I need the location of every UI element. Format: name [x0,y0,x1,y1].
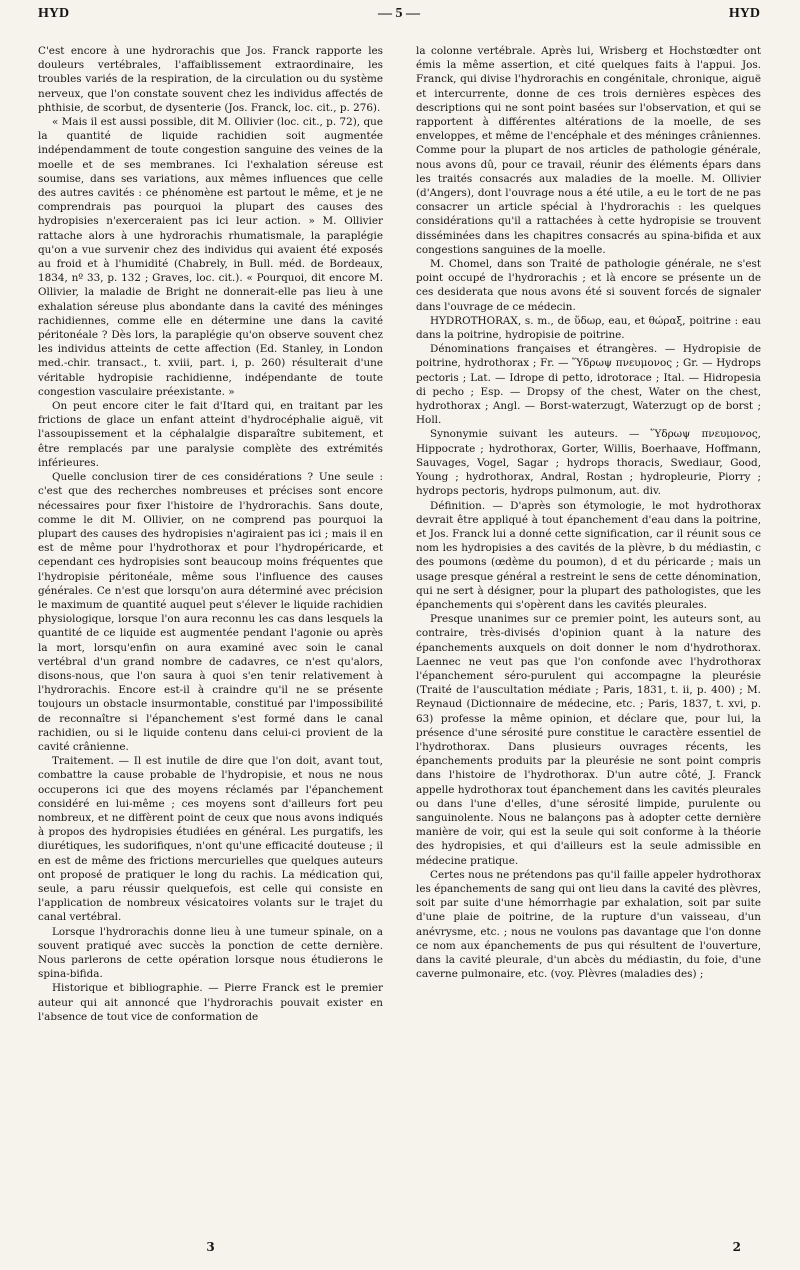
left-column [38,44,383,1256]
running-head-right: HYD [728,6,760,21]
page-number: — 5 — [378,6,420,21]
section-traitement: Traitement. — Il est inutile de dire que l'on doit, avant tout, combattre la cause probable de l'hydropisie, et nous ne nous occuperons ici que des moyens réclamés par l'épanchement considéré en lui-même ; ces moyens sont d'ailleurs fort peu nombreux, et ne diffèrent point de ceux que nous avons indiqués à propos des hydropisies étudiées en général. Les purgatifs, les diurétiques, les sudorifiques, n'ont qu'une efficacité douteuse ; il en est de même des frictions mercurielles que quelques auteurs ont proposé de pratiquer le long du rachis. La médication qui, seule, a paru réussir quelquefois, est celle qui consiste en l'application de nombreux vésicatoires volants sur le trajet du canal vertébral. [38,755,383,924]
section-synonymie: Synonymie suivant les auteurs. — Ὕδρωψ πνευμονος, Hippocrate ; hydrothorax, Gorter, Willis, Boerhaave, Hoffmann, Sauvages, Vogel, Sagar ; hydrops thoracis, Swediaur, Good, Young ; hydrothorax, Andral, Rostan ; hydropleurie, Piorry ; hydrops pectoris, hydrops pulmonum, aut. div. [416,428,761,498]
section-denominations: Dénominations françaises et étrangères. — Hydropisie de poitrine, hydrothorax ; Fr. — Ὕδρωψ πνευμονος ; Gr. — Hydrops pectoris ; Lat. — Idrope di petto, idrotorace ; Ital. — Hidropesia di pecho ; Esp. — Dropsy of the chest, Water on the chest, hydrothorax ; Angl. — Borst-waterzugt, Waterzugt op de borst ; Holl. [416,343,761,427]
paragraph: M. Chomel, dans son Traité de pathologie générale, ne s'est point occupé de l'hydrorachis ; et là encore se présente un de ces desiderata que nous avons été si souvent forcés de signaler dans l'ouvrage de ce médecin. [416,258,761,313]
paragraph: « Mais il est aussi possible, dit M. Ollivier (loc. cit., p. 72), que la quantité de liquide rachidien soit augmentée indépendamment de toute congestion sanguine des veines de la moelle et de ses membranes. Ici l'exhalation séreuse est soumise, dans ses variations, aux mêmes influences que celle des autres cavités : ce phénomène est partout le même, et je ne comprendrais pas pourquoi la plupart des causes des hydropisies n'exerceraient pas ici leur action. » M. Ollivier rattache alors à une hydrorachis rhumatismale, la paraplégie qu'on a vue survenir chez des individus qui avaient été exposés au froid et à l'humidité (Chabrely, in Bull. méd. de Bordeaux, 1834, nº 33, p. 132 ; Graves, loc. cit.). « Pourquoi, dit encore M. Ollivier, la maladie de Bright ne donnerait-elle pas lieu à une exhalation séreuse plus abondante dans la cavité des méninges rachidiennes, comme elle en détermine une dans la cavité péritonéale ? Dès lors, la paraplégie qu'on observe souvent chez les individus atteints de cette affection (Ed. Stanley, in London med.-chir. transact., t. xviii, part. i, p. 260) résulterait d'une véritable hydropisie rachidienne, indépendante de toute congestion vasculaire préexistante. » [38,116,383,398]
right-column [416,44,761,1256]
paragraph: Quelle conclusion tirer de ces considérations ? Une seule : c'est que des recherches nombreuses et précises sont encore nécessaires pour fixer l'histoire de l'hydrorachis. Sans doute, comme le dit M. Ollivier, on ne comprend pas pourquoi la plupart des causes des hydropisies n'agiraient pas ici ; mais il en est de même pour l'hydrothorax et pour l'hydropéricarde, et cependant ces hydropisies sont beaucoup moins fréquentes que l'hydropisie péritonéale, même sous l'influence des causes générales. Ce n'est que lorsqu'on aura déterminé avec précision le maximum de quantité auquel peut s'élever le liquide rachidien physiologique, lorsque l'on aura reconnu les cas dans lesquels la quantité de ce liquide est augmentée pendant l'agonie ou après la mort, lorsqu'enfin on aura examiné avec soin le canal vertébral d'un grand nombre de cadavres, ce n'est qu'alors, disons-nous, que l'on saura à quoi s'en tenir relativement à l'hydrorachis. Encore est-il à craindre qu'il ne se présente toujours un obstacle insurmontable, constitué par l'impossibilité de reconnaître si l'épanchement s'est formé dans le canal rachidien, ou si le liquide contenu dans celui-ci provient de la cavité crânienne. [38,471,383,753]
entry-hydrothorax: HYDROTHORAX, s. m., de ὕδωρ, eau, et θώραξ, poitrine : eau dans la poitrine, hydropisie de poitrine. [416,314,761,342]
paragraph: C'est encore à une hydrorachis que Jos. Franck rapporte les douleurs vertébrales, l'affaiblissement extraordinaire, les troubles variés de la respiration, de la circulation ou du système nerveux, que l'on constate souvent chez les individus affectés de phthisie, de scorbut, de dysenterie (Jos. Franck, loc. cit., p. 276). [38,45,383,114]
running-head-left: HYD [38,6,70,21]
signature-mark: 3 [206,1239,215,1254]
paragraph: la colonne vertébrale. Après lui, Wrisberg et Hochstœdter ont émis la même assertion, et cité quelques faits à l'appui. Jos. Franck, qui divise l'hydrorachis en congénitale, chronique, aiguë et intercurrente, donne de ces trois dernières espèces des descriptions qui ne sont point basées sur l'observation, et qui se rapportent à différentes altérations de la moelle, de ses enveloppes, et même de l'encéphale et des méninges crâniennes. Comme pour la plupart de nos articles de pathologie générale, nous avons dû, pour ce travail, réunir des éléments épars dans les traités consacrés aux maladies de la moelle. M. Ollivier (d'Angers), dont l'ouvrage nous a été utile, a eu le tort de ne pas consacrer un article spécial à l'hydrorachis : les quelques considérations qu'il a rattachées à cette hydropisie se trouvent disséminées dans les chapitres consacrés au spina-bifida et aux congestions sanguines de la moelle. [416,45,761,256]
section-definition: Définition. — D'après son étymologie, le mot hydrothorax devrait être appliqué à tout épanchement d'eau dans la poitrine, et Jos. Franck lui a donné cette signification, car il réunit sous ce nom les hydropisies a des cavités de la plèvre, b du médiastin, c des poumons (œdème du poumon), d et du péricarde ; mais un usage presque général a restreint le sens de cette dénomination, qui ne sert à désigner, pour la plupart des pathologistes, que les épanchements qui s'opèrent dans les cavités pleurales. [416,499,761,611]
running-head [38,6,760,26]
paragraph: On peut encore citer le fait d'Itard qui, en traitant par les frictions de glace un enfant atteint d'hydrocéphalie aiguë, vit l'assoupissement et la céphalalgie disparaître subitement, et être remplacés par une paralysie complète des extrémités inférieures. [38,400,383,469]
section-historique: Historique et bibliographie. — Pierre Franck est le premier auteur qui ait annoncé que l'hydrorachis pouvait exister en l'absence de tout vice de conformation de [38,982,383,1023]
signature-mark: 2 [732,1239,741,1254]
paragraph: Certes nous ne prétendons pas qu'il faille appeler hydrothorax les épanchements de sang qui ont lieu dans la cavité des plèvres, soit par suite d'une hémorrhagie par exhalation, soit par suite d'une plaie de poitrine, de la rupture d'un vaisseau, d'un anévrysme, etc. ; nous ne voulons pas davantage que l'on donne ce nom aux épanchements de pus qui résultent de l'ouverture, dans la cavité pleurale, d'un abcès du médiastin, du foie, d'une caverne pulmonaire, etc. (voy. Plèvres (maladies des) ; [416,868,761,981]
paragraph: Lorsque l'hydrorachis donne lieu à une tumeur spinale, on a souvent pratiqué avec succès la ponction de cette dernière. Nous parlerons de cette opération lorsque nous étudierons le spina-bifida. [38,925,383,981]
paragraph: Presque unanimes sur ce premier point, les auteurs sont, au contraire, très-divisés d'opinion quant à la nature des épanchements auxquels on doit donner le nom d'hydrothorax. Laennec ne veut pas que l'on confonde avec l'hydrothorax l'épanchement séro-purulent qui accompagne la pleurésie (Traité de l'auscultation médiate ; Paris, 1831, t. ii, p. 400) ; M. Reynaud (Dictionnaire de médecine, etc. ; Paris, 1837, t. xvi, p. 63) professe la même opinion, et déclare que, pour lui, la présence d'une sérosité pure constitue le caractère essentiel de l'hydrothorax. Dans plusieurs ouvrages récents, les épanchements produits par la pleurésie ne sont point compris dans l'histoire de l'hydrothorax. D'un autre côté, J. Franck appelle hydrothorax tout épanchement dans les cavités pleurales ou dans l'une d'elles, d'une sérosité limpide, purulente ou sanguinolente. Nous ne balançons pas à adopter cette dernière manière de voir, qui est la seule qui soit conforme à la théorie des hydropisies, et qui d'ailleurs est la seule admissible en médecine pratique. [416,613,761,867]
